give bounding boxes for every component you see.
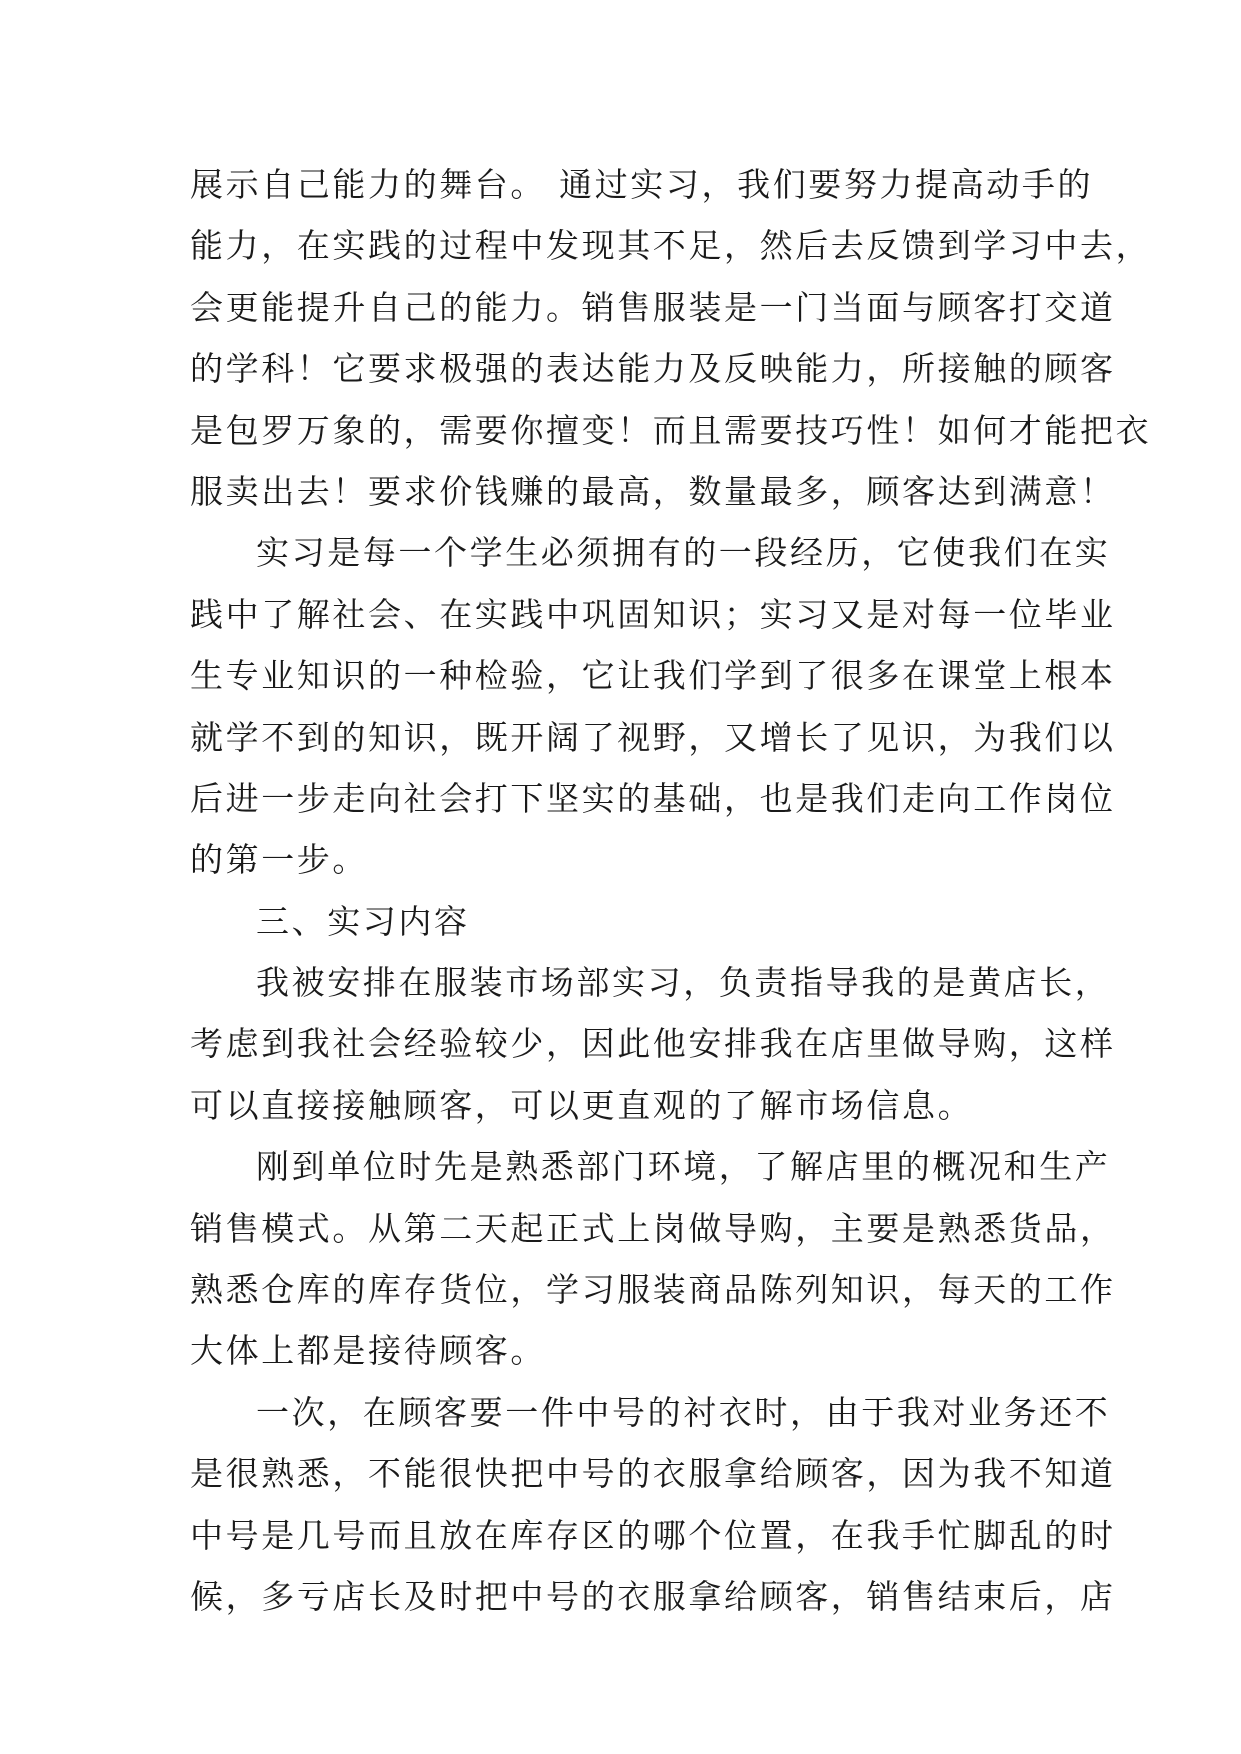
text-line: 三、实习内容 [256, 901, 470, 941]
text-line: 一次，在顾客要一件中号的衬衣时，由于我对业务还不 [256, 1392, 1111, 1432]
text-line: 后进一步走向社会打下坚实的基础，也是我们走向工作岗位 [190, 778, 1116, 818]
text-line: 实习是每一个学生必须拥有的一段经历，它使我们在实 [256, 533, 1111, 573]
text-line: 的第一步。 [190, 840, 368, 880]
text-line: 我被安排在服装市场部实习，负责指导我的是黄店长， [256, 963, 1111, 1003]
text-line: 中号是几号而且放在库存区的哪个位置，在我手忙脚乱的时 [190, 1515, 1116, 1555]
text-line: 销售模式。从第二天起正式上岗做导购，主要是熟悉货品， [190, 1208, 1116, 1248]
text-line: 可以直接接触顾客，可以更直观的了解市场信息。 [190, 1085, 974, 1125]
text-line: 是包罗万象的，需要你擅变！而且需要技巧性！如何才能把衣 [190, 410, 1152, 450]
text-line: 能力，在实践的过程中发现其不足，然后去反馈到学习中去， [190, 226, 1152, 266]
body-text [190, 154, 1152, 1627]
text-line: 大体上都是接待顾客。 [190, 1331, 546, 1371]
text-line: 生专业知识的一种检验，它让我们学到了很多在课堂上根本 [190, 656, 1116, 696]
text-line: 展示自己能力的舞台。 通过实习，我们要努力提高动手的 [190, 165, 1094, 204]
text-line: 候，多亏店长及时把中号的衣服拿给顾客，销售结束后，店 [190, 1576, 1116, 1616]
text-line: 是很熟悉，不能很快把中号的衣服拿给顾客，因为我不知道 [190, 1454, 1116, 1494]
text-line: 践中了解社会、在实践中巩固知识；实习又是对每一位毕业 [190, 594, 1116, 634]
text-line: 服卖出去！要求价钱赚的最高，数量最多，顾客达到满意！ [190, 471, 1116, 511]
text-line: 会更能提升自己的能力。销售服装是一门当面与顾客打交道 [190, 287, 1116, 327]
text-line: 的学科！它要求极强的表达能力及反映能力，所接触的顾客 [190, 349, 1116, 389]
text-line: 就学不到的知识，既开阔了视野，又增长了见识，为我们以 [190, 717, 1116, 757]
text-line: 考虑到我社会经验较少，因此他安排我在店里做导购，这样 [190, 1024, 1116, 1064]
text-line: 熟悉仓库的库存货位，学习服装商品陈列知识，每天的工作 [190, 1270, 1116, 1310]
text-line: 刚到单位时先是熟悉部门环境，了解店里的概况和生产 [256, 1147, 1111, 1187]
